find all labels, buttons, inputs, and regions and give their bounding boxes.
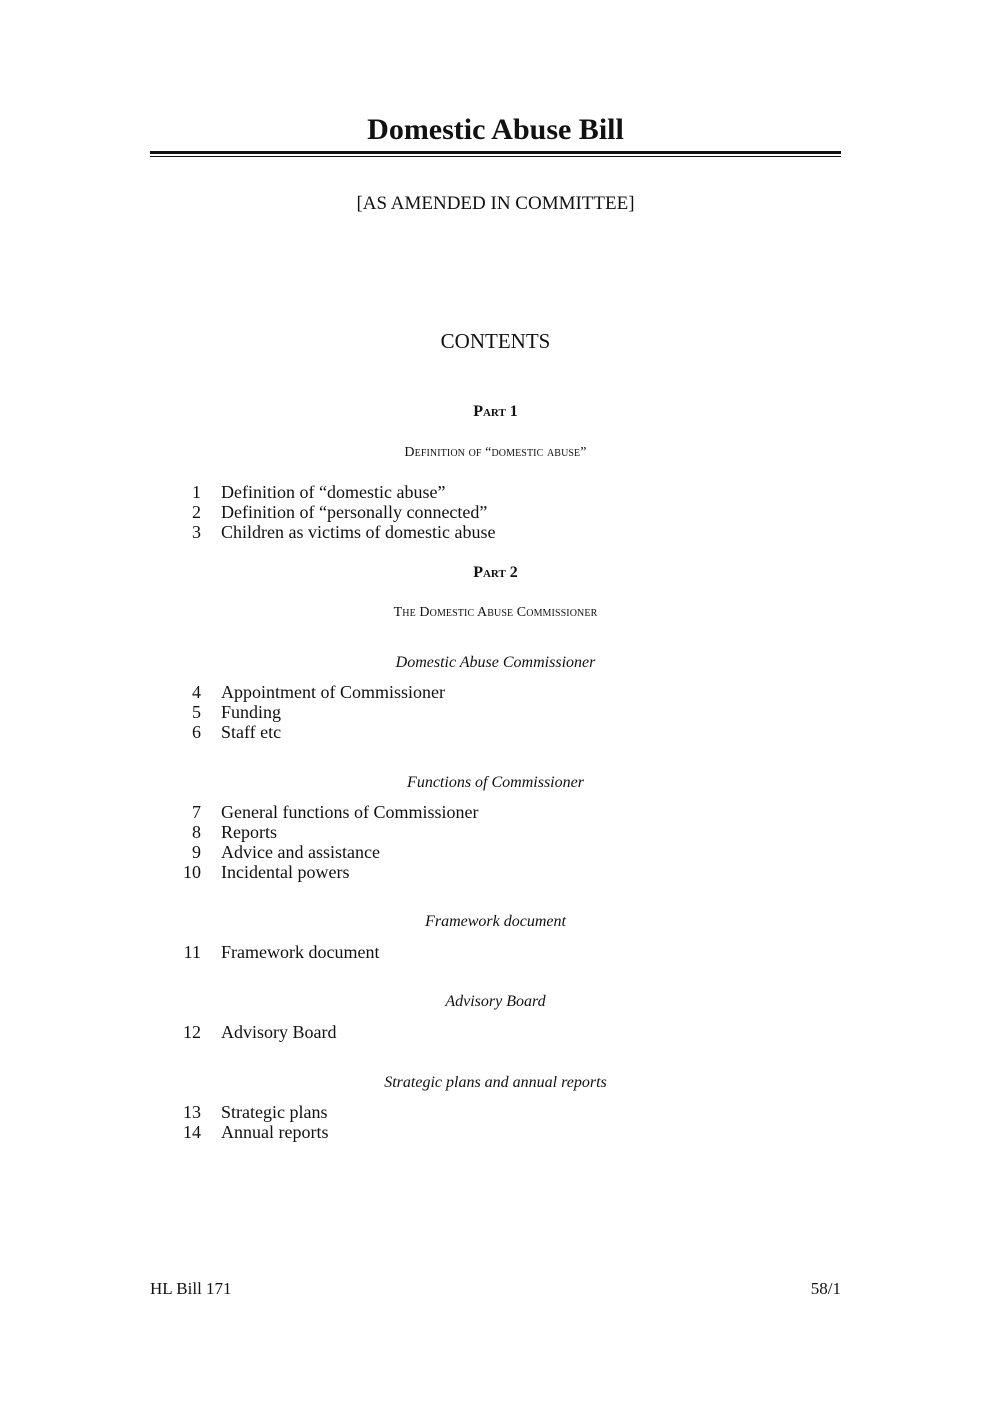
contents-heading: CONTENTS <box>440 329 551 353</box>
title-rule-thin <box>150 156 841 157</box>
toc-item-number: 3 <box>192 522 201 542</box>
toc-item-number: 6 <box>192 722 201 742</box>
document-title: Domestic Abuse Bill <box>367 113 624 146</box>
toc-item-number: 4 <box>192 682 201 702</box>
section-group-heading: Framework document <box>425 913 566 930</box>
toc-item-title: Reports <box>221 822 277 842</box>
toc-item-number: 13 <box>183 1102 201 1122</box>
part-heading: Part 1 <box>473 403 518 420</box>
toc-item-title: General functions of Commissioner <box>221 802 479 822</box>
section-group-heading: Advisory Board <box>445 993 546 1010</box>
title-rule-thick <box>150 151 841 154</box>
toc-item-number: 10 <box>183 862 201 882</box>
bill-status: [AS AMENDED IN COMMITTEE] <box>356 193 635 214</box>
section-group-heading: Strategic plans and annual reports <box>384 1074 607 1091</box>
toc-item-title: Framework document <box>221 942 380 962</box>
part-title: Definition of “domestic abuse” <box>404 445 587 460</box>
toc-item-title: Incidental powers <box>221 862 350 882</box>
toc-item-title: Strategic plans <box>221 1102 328 1122</box>
toc-item-number: 14 <box>183 1122 201 1142</box>
toc-item-number: 2 <box>192 502 201 522</box>
toc-item-title: Appointment of Commissioner <box>221 682 445 702</box>
toc-item-number: 7 <box>192 802 201 822</box>
section-group-heading: Functions of Commissioner <box>407 774 584 791</box>
page-reference: 58/1 <box>810 1279 841 1298</box>
toc-item-title: Definition of “domestic abuse” <box>221 482 446 502</box>
toc-item-title: Funding <box>221 702 282 722</box>
toc-item-number: 5 <box>192 702 201 722</box>
toc-item-title: Annual reports <box>221 1122 329 1142</box>
toc-item-title: Definition of “personally connected” <box>221 502 488 522</box>
toc-item-number: 8 <box>192 822 201 842</box>
toc-item-title: Advice and assistance <box>221 842 380 862</box>
toc-item-number: 9 <box>192 842 201 862</box>
bill-number: HL Bill 171 <box>150 1279 232 1298</box>
toc-item-title: Children as victims of domestic abuse <box>221 522 496 542</box>
toc-item-title: Advisory Board <box>221 1022 337 1042</box>
toc-item-title: Staff etc <box>221 722 282 742</box>
part-title: The Domestic Abuse Commissioner <box>393 605 598 620</box>
part-heading: Part 2 <box>473 564 518 581</box>
toc-item-number: 11 <box>183 942 201 962</box>
toc-item-number: 12 <box>183 1022 201 1042</box>
section-group-heading: Domestic Abuse Commissioner <box>395 654 596 671</box>
toc-item-number: 1 <box>192 482 201 502</box>
